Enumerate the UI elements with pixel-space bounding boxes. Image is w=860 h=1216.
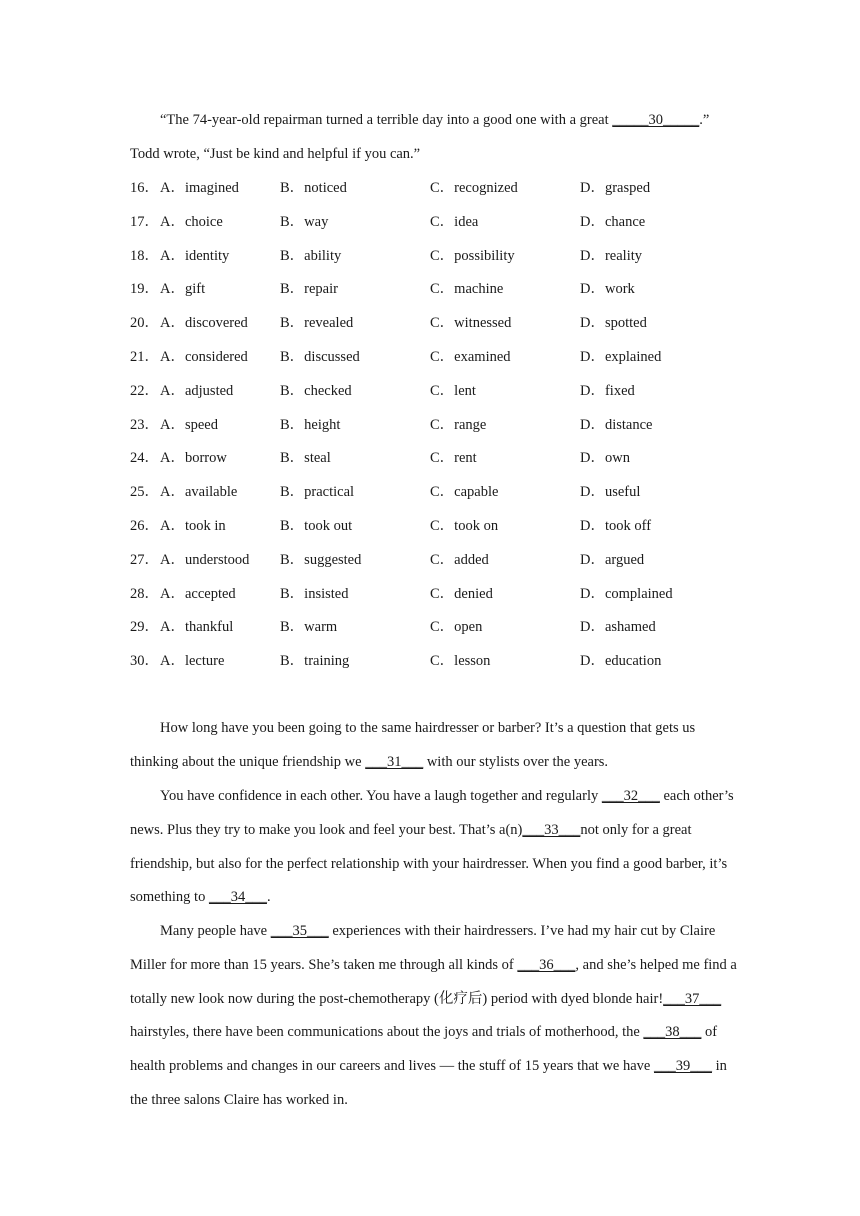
option-c: C．idea	[430, 213, 479, 230]
option-d: D．own	[580, 450, 630, 467]
blank-36: ___36___	[517, 956, 576, 973]
blank-33: ___33___	[522, 821, 581, 838]
passage-text: .	[266, 889, 271, 906]
passage-text: experiences with their hairdressers. I’ve had my hair cut by Claire Miller for more than 15 years. She’s taken me through all kinds of	[130, 923, 716, 973]
option-d: D．useful	[580, 484, 641, 501]
passage-text: in the three salons Claire has worked in.	[130, 1058, 727, 1108]
passage2-paragraph-3	[130, 915, 742, 1118]
option-d: D．argued	[580, 551, 645, 568]
blank-38: ___38___	[643, 1024, 702, 1041]
option-a: A．gift	[160, 281, 206, 298]
option-a: A．speed	[160, 416, 218, 433]
passage-text: of health problems and changes in our careers and lives — the stuff of 15 years that we have	[130, 1024, 718, 1075]
intro-paragraph	[130, 104, 742, 172]
intro-text-end: .”	[699, 112, 710, 128]
passage-text: , and she’s helped me find a totally new look now during the post-chemotherapy (化疗后) period with dyed blonde hair!	[130, 956, 737, 1007]
option-b: B．warm	[280, 619, 338, 636]
passage-text: Many people have	[160, 923, 271, 939]
option-a: A．took in	[160, 517, 226, 534]
option-c: C．examined	[430, 348, 511, 365]
question-row	[130, 510, 750, 544]
question-number: 21．	[130, 348, 159, 365]
option-b: B．revealed	[280, 315, 354, 332]
option-d: D．distance	[580, 416, 653, 433]
question-number: 18．	[130, 247, 159, 264]
question-number: 19．	[130, 281, 159, 298]
option-b: B．ability	[280, 247, 342, 264]
option-d: D．chance	[580, 213, 646, 230]
option-b: B．repair	[280, 281, 338, 298]
option-a: A．imagined	[160, 180, 239, 196]
option-c: C．witnessed	[430, 315, 512, 332]
option-d: D．fixed	[580, 382, 635, 399]
question-number: 16．	[130, 180, 159, 196]
option-b: B．checked	[280, 382, 352, 399]
option-d: D．grasped	[580, 180, 651, 196]
question-number: 26．	[130, 517, 159, 534]
question-row	[130, 307, 750, 341]
option-c: C．denied	[430, 585, 493, 602]
option-a: A．thankful	[160, 619, 234, 636]
question-row	[130, 476, 750, 510]
question-row	[130, 611, 750, 645]
option-c: C．added	[430, 551, 489, 568]
option-d: D．took off	[580, 517, 652, 534]
question-number: 24．	[130, 450, 159, 467]
blank-39: ___39___	[653, 1058, 712, 1075]
option-a: A．available	[160, 484, 238, 501]
option-a: A．borrow	[160, 450, 227, 467]
question-row	[130, 240, 750, 274]
option-b: B．suggested	[280, 551, 362, 568]
option-a: A．adjusted	[160, 382, 234, 399]
option-d: D．reality	[580, 247, 643, 264]
option-c: C．possibility	[430, 247, 515, 264]
question-row	[130, 645, 750, 679]
option-b: B．way	[280, 213, 329, 230]
option-b: B．discussed	[280, 348, 360, 365]
option-c: C．rent	[430, 450, 477, 467]
option-d: D．education	[580, 653, 662, 670]
option-c: C．machine	[430, 281, 504, 298]
passage2-paragraph-2	[130, 780, 742, 915]
question-number: 30．	[130, 653, 159, 670]
passage-text: You have confidence in each other. You have a laugh together and regularly	[160, 788, 602, 804]
intro-text: “The 74-year-old repairman turned a terrible day into a good one with a great	[160, 112, 613, 128]
option-d: D．spotted	[580, 315, 647, 332]
option-c: C．lent	[430, 382, 476, 399]
question-row	[130, 273, 750, 307]
option-a: A．choice	[160, 213, 223, 230]
passage-text: not only for a great friendship, but also for the perfect relationship with your hairdresser. When you find a good barber, it’s something to	[130, 821, 728, 906]
question-number: 25．	[130, 484, 159, 501]
option-c: C．lesson	[430, 653, 491, 670]
option-b: B．training	[280, 653, 350, 670]
question-row	[130, 206, 750, 240]
blank-31: ___31___	[365, 753, 424, 770]
passage-text: each other’s news. Plus they try to make you look and feel your best. That’s a(n)	[130, 788, 734, 838]
blank-37: ___37___	[663, 990, 722, 1007]
option-c: C．recognized	[430, 180, 518, 196]
option-c: C．open	[430, 619, 483, 636]
question-options-list	[130, 172, 750, 679]
question-number: 28．	[130, 585, 159, 602]
question-number: 17．	[130, 213, 159, 230]
option-a: A．lecture	[160, 653, 225, 670]
question-number: 22．	[130, 382, 159, 399]
option-b: B．insisted	[280, 585, 349, 602]
option-c: C．range	[430, 416, 487, 433]
option-d: D．work	[580, 281, 635, 298]
question-number: 23．	[130, 416, 159, 433]
question-number: 27．	[130, 551, 159, 568]
option-a: A．understood	[160, 551, 250, 568]
option-d: D．ashamed	[580, 619, 656, 636]
question-row	[130, 578, 750, 612]
option-a: A．identity	[160, 247, 230, 264]
blank-35: ___35___	[270, 923, 329, 939]
question-row	[130, 442, 750, 476]
option-c: C．capable	[430, 484, 499, 501]
question-row	[130, 409, 750, 443]
option-c: C．took on	[430, 517, 499, 534]
passage-text: hairstyles, there have been communications about the joys and trials of motherhood, the	[130, 1024, 644, 1041]
passage-text: How long have you been going to the same hairdresser or barber? It’s a question that gets us thinking about the unique friendship we	[130, 720, 696, 770]
question-row	[130, 544, 750, 578]
option-b: B．practical	[280, 484, 355, 501]
passage2-paragraph-1	[130, 712, 742, 780]
passage-text: with our stylists over the years.	[423, 753, 609, 770]
option-a: A．discovered	[160, 315, 248, 332]
option-d: D．complained	[580, 585, 673, 602]
question-number: 20．	[130, 315, 159, 332]
intro-line-2: Todd wrote, “Just be kind and helpful if you can.”	[130, 145, 421, 162]
option-a: A．accepted	[160, 585, 236, 602]
option-b: B．noticed	[280, 180, 347, 196]
blank-30: _____30_____	[612, 112, 700, 128]
option-b: B．height	[280, 416, 341, 433]
question-row	[130, 341, 750, 375]
question-row	[130, 375, 750, 409]
question-number: 29．	[130, 619, 159, 636]
question-row	[130, 172, 750, 206]
option-d: D．explained	[580, 348, 662, 365]
blank-32: ___32___	[601, 788, 660, 804]
option-a: A．considered	[160, 348, 248, 365]
option-b: B．steal	[280, 450, 331, 467]
blank-34: ___34___	[208, 889, 267, 906]
option-b: B．took out	[280, 517, 353, 534]
